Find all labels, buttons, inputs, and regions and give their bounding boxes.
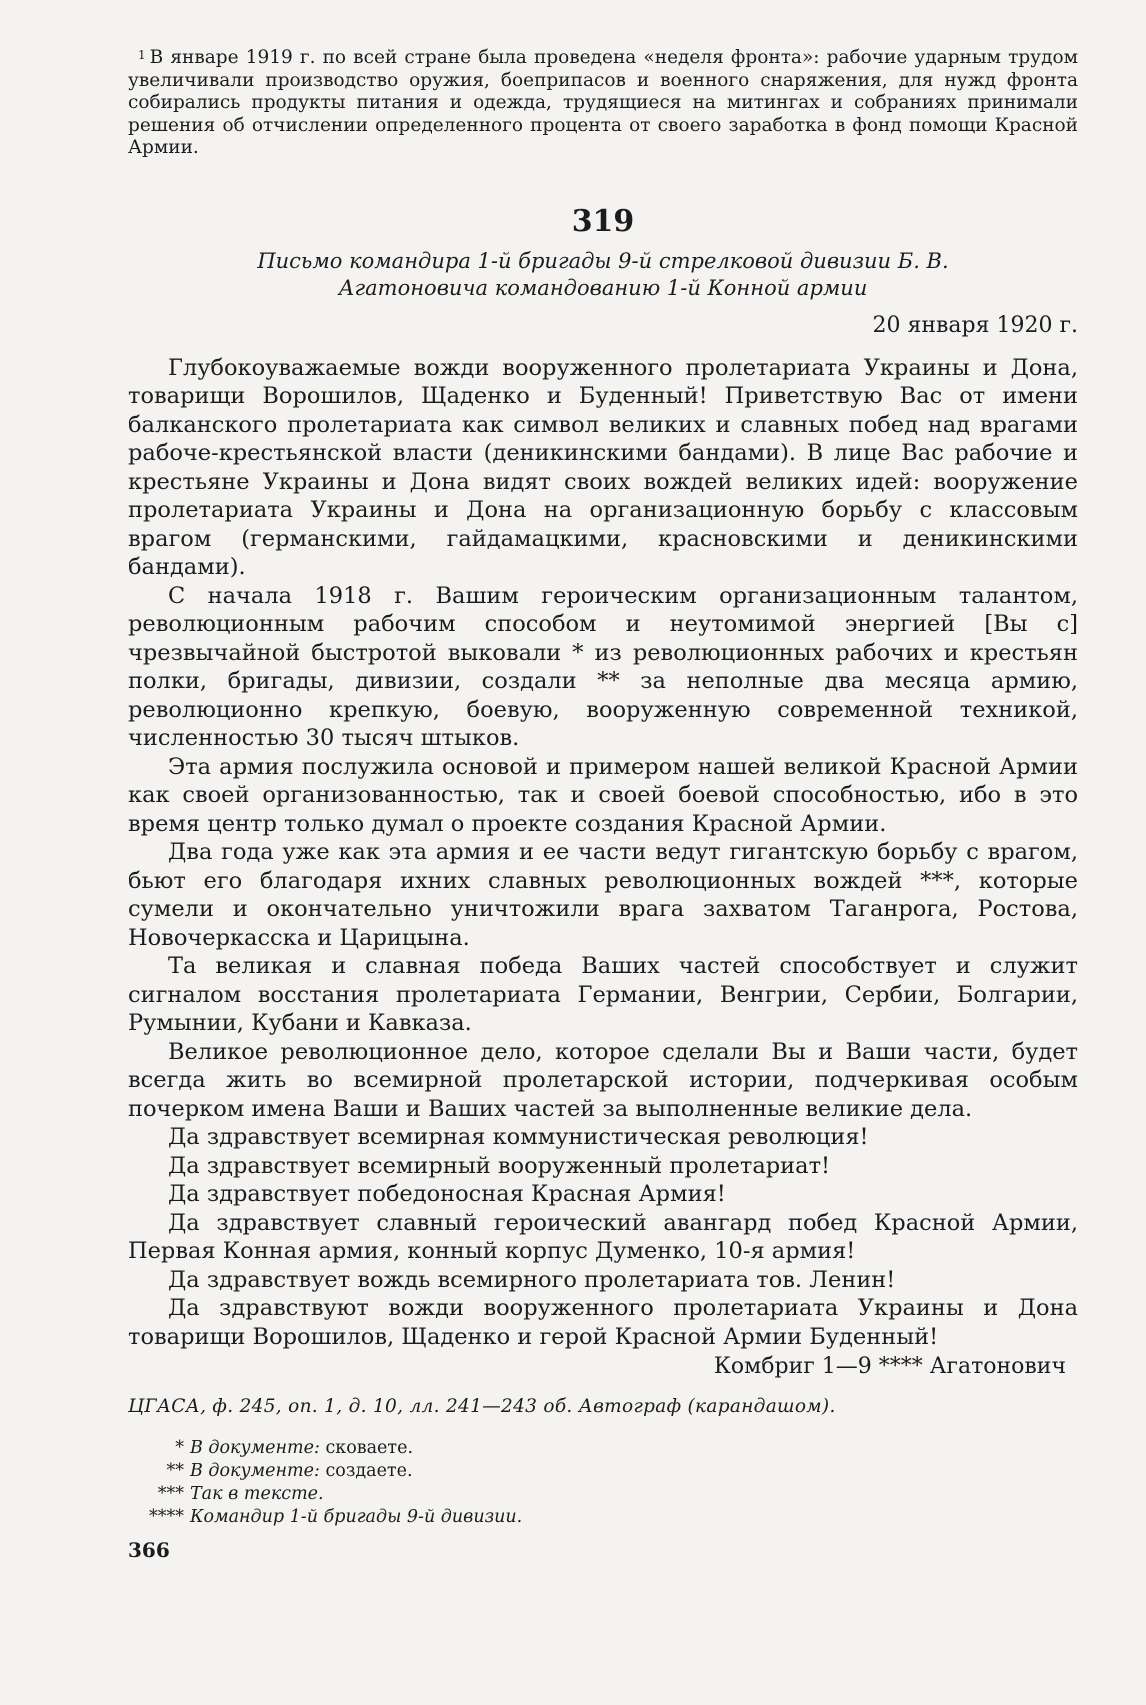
slogan: Да здравствует всемирный вооруженный пролетариат! [168, 1152, 831, 1179]
page [128, 44, 1078, 1529]
document-date: 20 января 1920 г. [872, 312, 1078, 338]
paragraph: Эта армия послужила основой и примером нашей великой Красной Армии как своей организованностью, так и своей боевой способностью, ибо в это время центр только думал о проекте создания Красной Армии. [128, 753, 1078, 837]
paragraph: Глубокоуважаемые вожди вооруженного пролетариата Украины и Дона, товарищи Ворошилов, Щаденко и Буденный! Приветствую Вас от имени балканского пролетариата как символ великих и славных побед над врагами рабоче-крестьянской власти (деникинскими бандами). В лице Вас рабочие и крестьяне Украины и Дона видят своих вождей великих идей: вооружение пролетариата Украины и Дона на организационную борьбу с классовым врагом (германскими, гайдамацкими, красновскими и деникинскими бандами). [128, 354, 1078, 580]
note-item [128, 1437, 1078, 1460]
letter-body [128, 354, 1078, 1124]
document-number: 319 [571, 203, 635, 239]
signature: Комбриг 1—9 **** Агатонович [713, 1354, 1066, 1379]
slogan: Да здравствует победоносная Красная Армия! [168, 1181, 726, 1207]
slogan: Да здравствует всемирная коммунистическая революция! [168, 1124, 869, 1150]
paragraph: Великое революционное дело, которое сделали Вы и Ваши части, будет всегда жить во всемирной пролетарской истории, подчеркивая особым почерком имена Ваши и Ваших частей за выполненные великие дела. [128, 1038, 1078, 1122]
slogan: Да здравствует славный героический авангард побед Красной Армии, Первая Конная армия, конный корпус Думенко, 10-я армия! [128, 1209, 1078, 1264]
note-label: Так в тексте. [190, 1484, 324, 1504]
note-mark: *** [157, 1484, 184, 1504]
note-label: В документе: [190, 1461, 320, 1481]
note-mark: **** [149, 1507, 184, 1527]
note-text: создаете. [325, 1461, 413, 1481]
paragraph: С начала 1918 г. Вашим героическим организационным талантом, революционным рабочим способом и неутомимой энергией [Вы с] чрезвычайной быстротой выковали * из революционных рабочих и крестьян полки, бригады, дивизии, создали ** за неполные два месяца армию, революционно крепкую, боевую, вооруженную современной техникой, численностью 30 тысяч штыков. [128, 582, 1078, 751]
archive-name: ЦГАСА [128, 1396, 201, 1417]
footnote-text: В январе 1919 г. по всей стране была проведена «неделя фронта»: рабочие ударным трудом увеличивали производство оружия, боеприпасов и военного снаряжения, для нужд фронта собирались продукты питания и одежда, трудящиеся на митингах и собраниях принимали решения об отчислении определенного процента от своего заработка в фонд помощи Красной Армии. [128, 47, 1078, 158]
note-item [128, 1506, 1078, 1529]
slogan: Да здравствуют вожди вооруженного пролетариата Украины и Дона товарищи Ворошилов, Щаденко и герой Красной Армии Буденный! [128, 1295, 1078, 1350]
paragraph: Два года уже как эта армия и ее части ведут гигантскую борьбу с врагом, бьют его благодаря ихних славных революционных вождей ***, которые сумели и окончательно уничтожили врага захватом Таганрога, Ростова, Новочеркасска и Царицына. [128, 839, 1078, 951]
archive-source [128, 1395, 1078, 1419]
slogans [128, 1123, 1078, 1351]
paragraph: Та великая и славная победа Ваших частей способствует и служит сигналом восстания пролетариата Германии, Венгрии, Сербии, Болгарии, Румынии, Кубани и Кавказа. [128, 953, 1078, 1036]
editorial-notes [128, 1437, 1078, 1529]
note-item [128, 1460, 1078, 1483]
footnote-marker: 1 [138, 48, 146, 62]
archive-reference: , ф. 245, оп. 1, д. 10, лл. 241—243 об. Автограф (карандашом). [200, 1396, 836, 1417]
note-label: Командир 1-й бригады 9-й дивизии. [190, 1507, 523, 1527]
slogan: Да здравствует вождь всемирного пролетариата тов. Ленин! [168, 1266, 896, 1293]
note-mark: ** [166, 1461, 184, 1481]
note-item [128, 1483, 1078, 1506]
note-mark: * [175, 1438, 184, 1458]
note-text: сковаете. [325, 1438, 414, 1458]
top-footnote [128, 44, 1078, 160]
document-title: Письмо командира 1-й бригады 9-й стрелковой дивизии Б. В. Агатоновича командованию 1-й Конной армии [257, 248, 949, 300]
page-number: 366 [128, 1538, 170, 1562]
note-label: В документе: [190, 1438, 320, 1458]
